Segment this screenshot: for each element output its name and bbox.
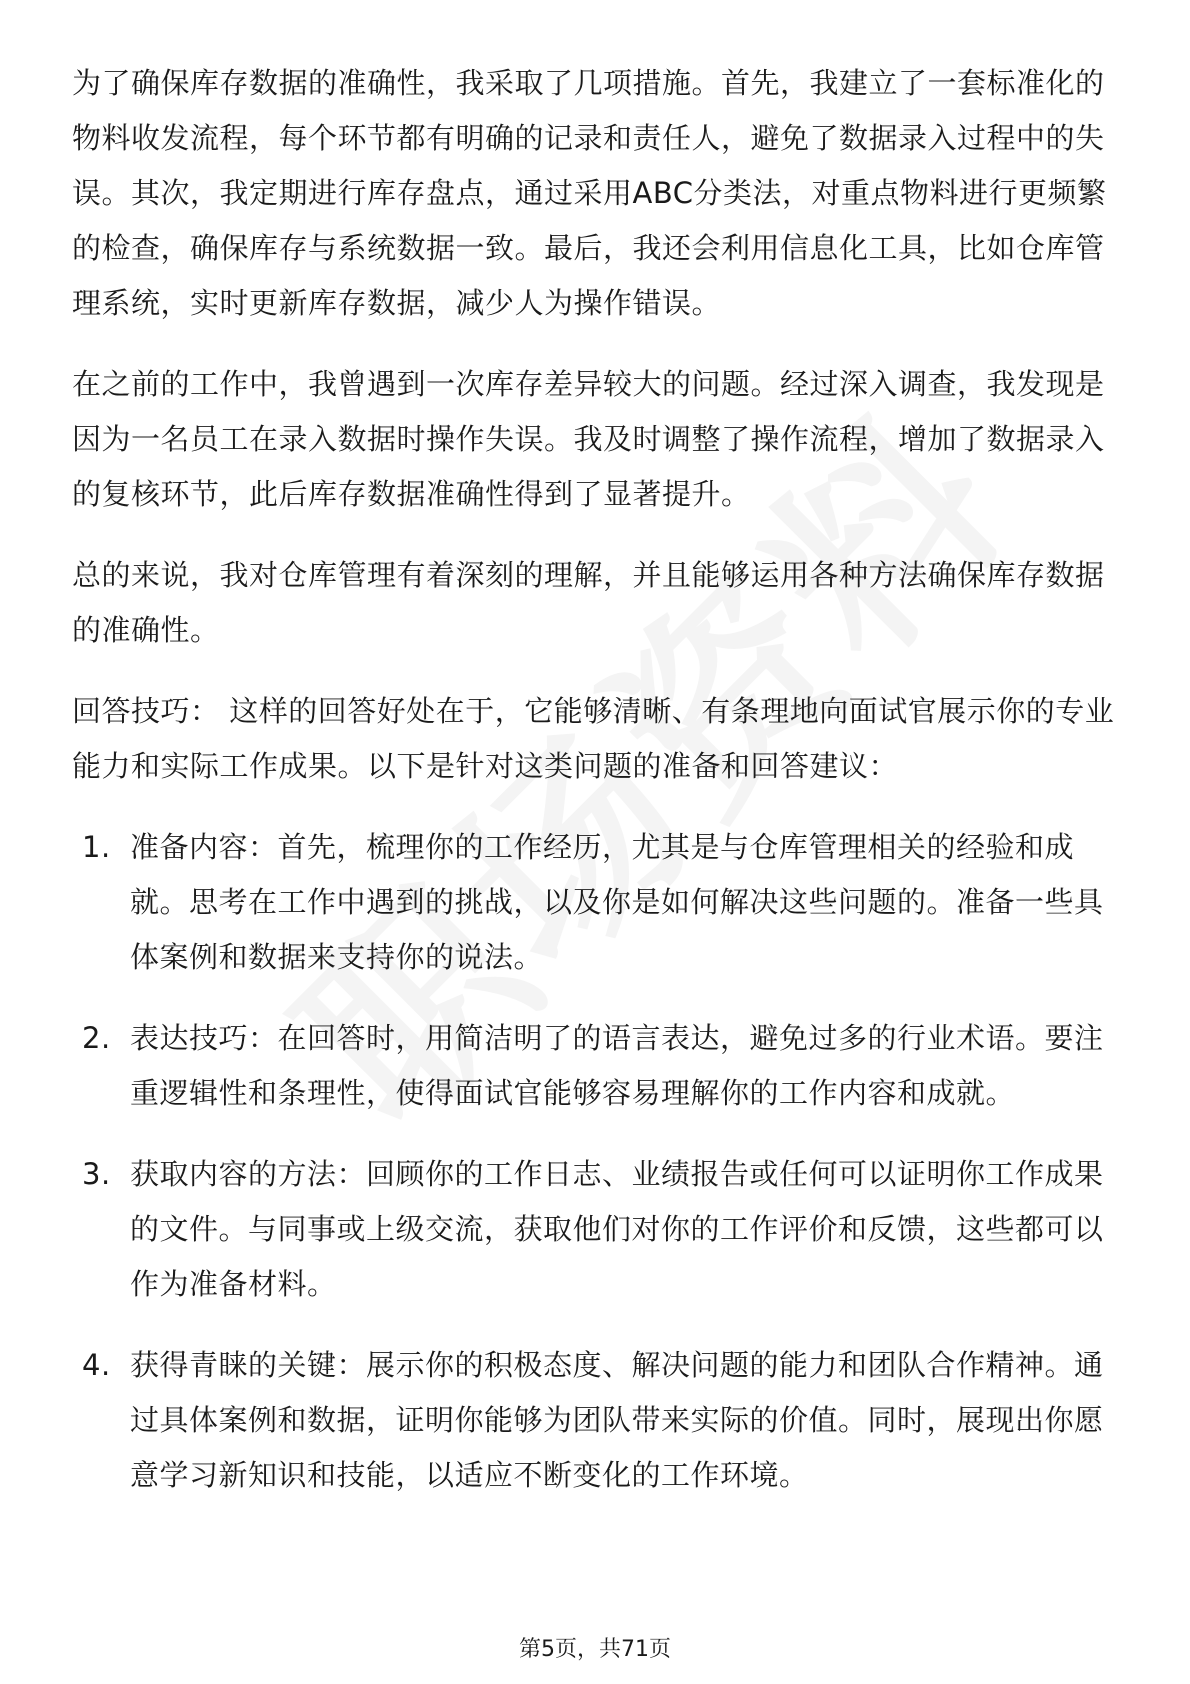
list-item (72, 1011, 1122, 1121)
list-item-text: 准备内容：首先，梳理你的工作经历，尤其是与仓库管理相关的经验和成就。思考在工作中遇到的挑战，以及你是如何解决这些问题的。准备一些具体案例和数据来支持你的说法。 (130, 830, 1104, 974)
list-item (72, 1338, 1122, 1503)
list-item-number: 3. (82, 1157, 111, 1191)
document-body (72, 56, 1122, 1529)
paragraph-inventory-measures: 为了确保库存数据的准确性，我采取了几项措施。首先，我建立了一套标准化的物料收发流程，每个环节都有明确的记录和责任人，避免了数据录入过程中的失误。其次，我定期进行库存盘点，通过采用ABC分类法，对重点物料进行更频繁的检查，确保库存与系统数据一致。最后，我还会利用信息化工具，比如仓库管理系统，实时更新库存数据，减少人为操作错误。 (72, 66, 1107, 320)
page-footer: 第5页，共71页 (519, 1637, 671, 1662)
paragraph-past-experience: 在之前的工作中，我曾遇到一次库存差异较大的问题。经过深入调查，我发现是因为一名员工在录入数据时操作失误。我及时调整了操作流程，增加了数据录入的复核环节，此后库存数据准确性得到了显著提升。 (72, 367, 1105, 511)
tips-list (72, 820, 1122, 1503)
list-item-number: 4. (82, 1348, 111, 1382)
paragraph-answer-tips: 回答技巧： 这样的回答好处在于，它能够清晰、有条理地向面试官展示你的专业能力和实际工作成果。以下是针对这类问题的准备和回答建议： (72, 694, 1115, 783)
list-item-number: 2. (82, 1021, 111, 1055)
list-item-text: 表达技巧：在回答时，用简洁明了的语言表达，避免过多的行业术语。要注重逻辑性和条理性，使得面试官能够容易理解你的工作内容和成就。 (130, 1021, 1104, 1110)
list-item-text: 获得青睐的关键：展示你的积极态度、解决问题的能力和团队合作精神。通过具体案例和数据，证明你能够为团队带来实际的价值。同时，展现出你愿意学习新知识和技能，以适应不断变化的工作环境。 (130, 1348, 1104, 1492)
list-item-number: 1. (82, 830, 111, 864)
list-item (72, 820, 1122, 985)
list-item (72, 1147, 1122, 1312)
paragraph-summary: 总的来说，我对仓库管理有着深刻的理解，并且能够运用各种方法确保库存数据的准确性。 (72, 558, 1105, 647)
list-item-text: 获取内容的方法：回顾你的工作日志、业绩报告或任何可以证明你工作成果的文件。与同事或上级交流，获取他们对你的工作评价和反馈，这些都可以作为准备材料。 (130, 1157, 1104, 1301)
